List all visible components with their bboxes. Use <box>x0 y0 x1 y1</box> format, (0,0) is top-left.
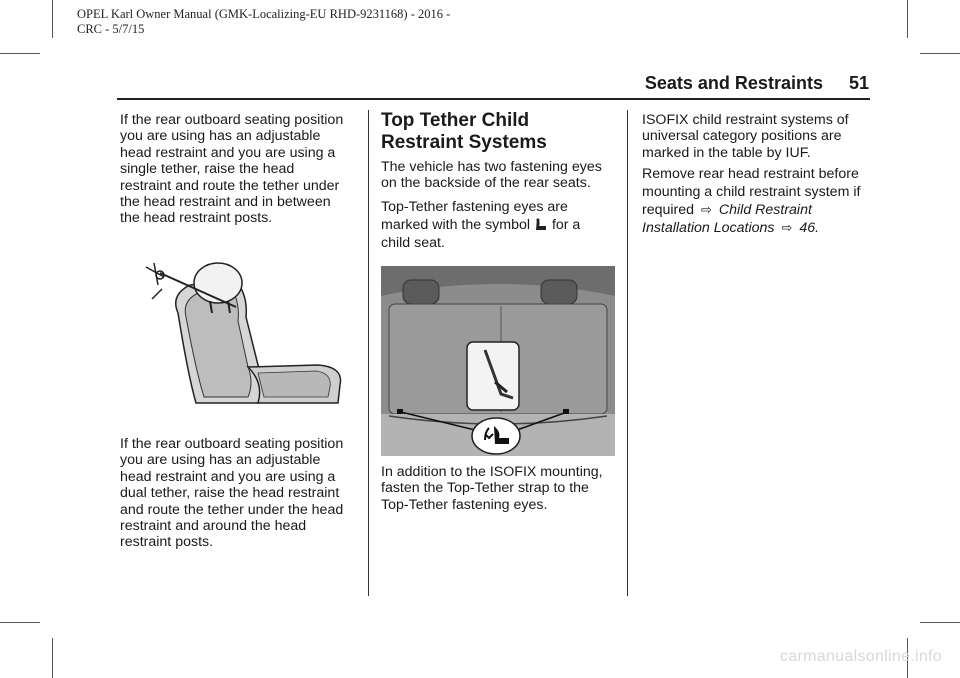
crop-mark <box>52 638 53 678</box>
text-line: marked in the table by IUF. <box>642 144 811 161</box>
text-line: restraint and around the head <box>120 518 307 535</box>
text-line: child seat. <box>381 235 445 251</box>
crop-mark <box>920 53 960 54</box>
text-line <box>642 219 860 237</box>
text-line: fasten the Top-Tether strap to the <box>381 480 589 497</box>
text-line: dual tether, raise the head restraint <box>120 485 340 502</box>
page-number: 51 <box>848 73 869 93</box>
text-line: single tether, raise the head <box>120 161 295 178</box>
text-line <box>642 201 860 219</box>
symbol-paragraph <box>381 198 580 252</box>
text-line: Top-Tether fastening eyes. <box>381 496 548 513</box>
text-line: If the rear outboard seating position <box>120 112 344 128</box>
seat-tether-illustration <box>118 255 348 407</box>
text-line: head restraint and you are using a <box>120 144 336 161</box>
column-divider <box>627 110 628 596</box>
crop-mark <box>0 53 40 54</box>
text-span: required <box>642 202 695 218</box>
single-tether-paragraph <box>120 112 343 227</box>
fastening-eyes-paragraph <box>381 159 602 192</box>
crop-mark <box>0 622 40 623</box>
text-line: Top-Tether fastening eyes are <box>381 199 568 215</box>
cross-reference-link[interactable]: Child Restraint <box>718 202 812 218</box>
isofix-universal-paragraph <box>642 112 849 161</box>
child-seat-anchor-icon <box>534 217 548 231</box>
text-line: the head restraint and in between <box>120 194 331 211</box>
running-header <box>645 73 869 94</box>
print-metadata-line: CRC - 5/7/15 <box>77 22 145 36</box>
page-reference-arrow-icon: ⇨ <box>781 220 793 235</box>
text-line: In addition to the ISOFIX mounting, <box>381 464 603 480</box>
text-line: you are using has an adjustable <box>120 452 321 469</box>
heading-line: Top Tether Child <box>381 110 530 131</box>
print-metadata <box>77 7 450 37</box>
section-title: Seats and Restraints <box>644 73 823 93</box>
text-line: you are using has an adjustable <box>120 128 321 145</box>
crop-mark <box>52 0 53 38</box>
print-metadata-line: OPEL Karl Owner Manual (GMK-Localizing-EU RHD-9231168) - 2016 - <box>77 7 451 21</box>
text-line: The vehicle has two fastening eyes <box>381 159 602 175</box>
cross-reference-page[interactable]: 46. <box>799 220 820 236</box>
text-span: for a <box>551 217 581 233</box>
text-line: restraint posts. <box>120 534 214 551</box>
text-line: If the rear outboard seating position <box>120 436 344 452</box>
remove-head-restraint-paragraph <box>642 165 860 237</box>
text-line: head restraint and you are using a <box>120 468 336 485</box>
section-heading <box>381 110 547 154</box>
text-line <box>381 216 580 234</box>
heading-line: Restraint Systems <box>381 132 547 153</box>
text-line: ISOFIX child restraint systems of <box>642 112 849 128</box>
text-line: on the backside of the rear seats. <box>381 175 591 192</box>
text-line: Remove rear head restraint before <box>642 166 859 182</box>
isofix-mounting-paragraph <box>381 464 603 513</box>
text-line: the head restraint posts. <box>120 210 273 227</box>
crop-mark <box>920 622 960 623</box>
text-line: restraint and route the tether under <box>120 177 340 194</box>
crop-mark <box>907 0 908 38</box>
text-line: mounting a child restraint system if <box>642 184 861 200</box>
text-line: universal category positions are <box>642 128 842 145</box>
text-line: and route the tether under the head <box>120 501 344 518</box>
page-reference-arrow-icon: ⇨ <box>701 202 712 217</box>
text-span: marked with the symbol <box>381 217 531 233</box>
header-rule <box>117 98 870 100</box>
dual-tether-paragraph <box>120 436 343 551</box>
watermark: carmanualsonline.info <box>780 648 942 665</box>
rear-seat-tether-eyes-illustration <box>381 266 615 456</box>
column-divider <box>368 110 369 596</box>
cross-reference-link[interactable]: Installation Locations <box>642 220 775 236</box>
